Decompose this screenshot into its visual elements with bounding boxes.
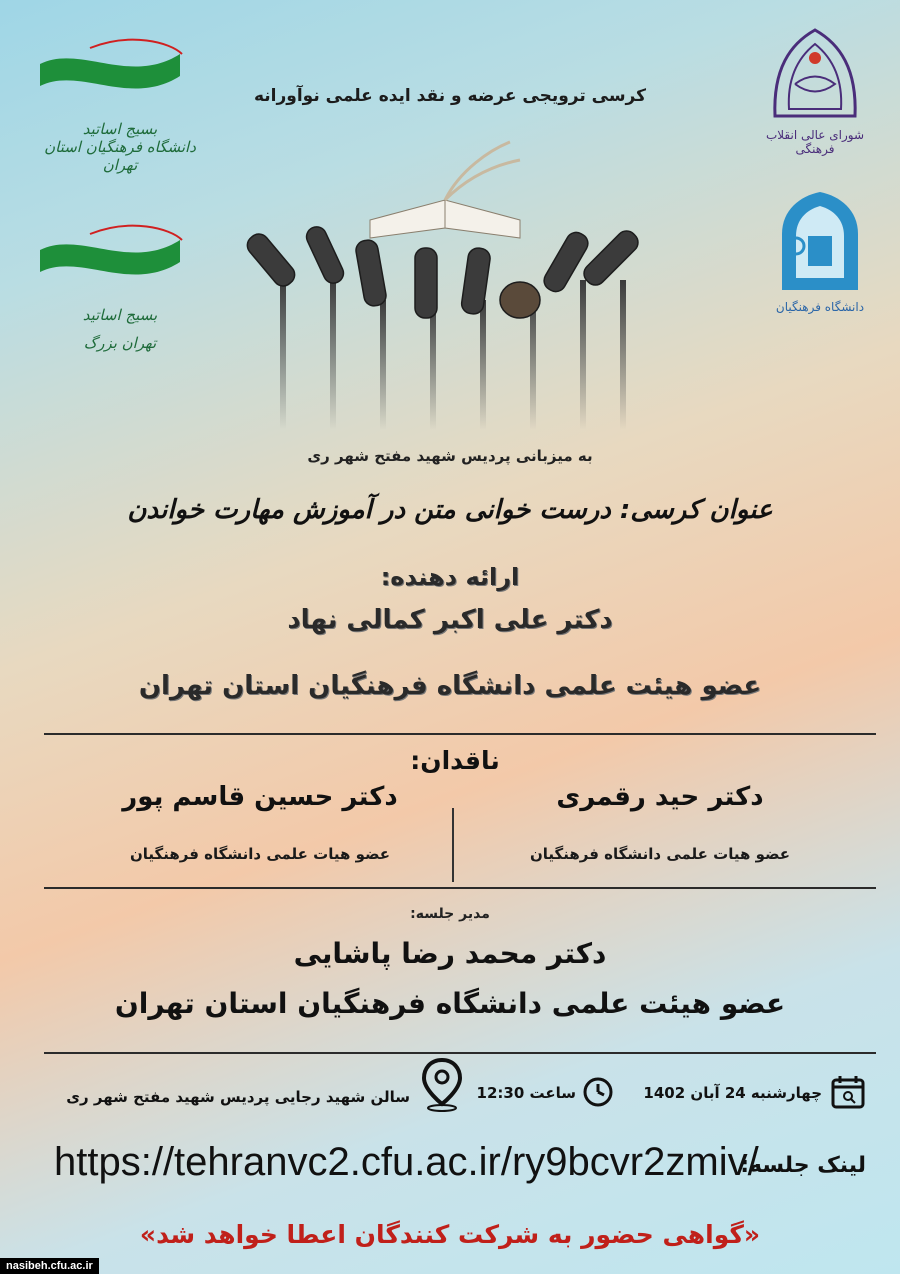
microphones-illustration	[220, 130, 680, 440]
council-emblem-icon	[765, 24, 865, 124]
divider-top	[44, 733, 876, 735]
council-text: شورای عالی انقلاب فرهنگی	[765, 128, 865, 156]
event-time: ساعت 12:30	[476, 1084, 576, 1102]
critics-divider	[452, 808, 454, 882]
clock-icon	[582, 1076, 614, 1112]
certificate-note: «گواهی حضور به شرکت کنندگان اعطا خواهد شد»	[139, 1220, 761, 1249]
critic-left-affiliation: عضو هیات علمی دانشگاه فرهنگیان	[129, 845, 391, 863]
divider-middle	[44, 887, 876, 889]
critic-left-name: دکتر حسین قاسم پور	[122, 782, 398, 812]
presenter-name: دکتر علی اکبر کمالی نهاد	[287, 605, 613, 635]
flag-icon	[30, 222, 200, 302]
divider-bottom	[44, 1052, 876, 1054]
event-location: سالن شهید رجایی پردیس شهید مفتح شهر ری	[66, 1088, 410, 1106]
basij-logo-top	[30, 36, 200, 196]
moderator-label: مدیر جلسه:	[410, 906, 490, 922]
presenter-label: ارائه دهنده:	[380, 563, 520, 591]
session-link[interactable]: https://tehranvc2.cfu.ac.ir/ry9bcvr2zmiv/	[54, 1140, 759, 1184]
microphones-icon	[220, 130, 680, 440]
host-line: به میزبانی پردیس شهید مفتح شهر ری	[307, 447, 593, 465]
watermark: nasibeh.cfu.ac.ir	[0, 1258, 99, 1274]
moderator-name: دکتر محمد رضا پاشایی	[293, 937, 607, 970]
link-label: لینک جلسه:	[740, 1153, 866, 1178]
basij-top-text-2: دانشگاه فرهنگیان استان تهران	[44, 138, 196, 174]
basij-logo-bottom	[30, 222, 200, 392]
moderator-affiliation: عضو هیئت علمی دانشگاه فرهنگیان استان تهران	[114, 987, 786, 1020]
critics-label: ناقدان:	[410, 746, 500, 775]
critic-right-name: دکتر حید رقمری	[556, 782, 764, 812]
farhangian-emblem-icon	[770, 186, 870, 296]
basij-top-text-1: بسیج اساتید	[82, 120, 158, 138]
session-title: عنوان کرسی: درست خوانی متن در آموزش مهارت خواندن	[127, 495, 773, 525]
presenter-affiliation: عضو هیئت علمی دانشگاه فرهنگیان استان تهران	[138, 671, 762, 701]
farhangian-logo	[770, 186, 870, 326]
farhangian-text: دانشگاه فرهنگیان	[775, 300, 865, 314]
basij-bottom-text-1: بسیج اساتید	[82, 306, 158, 324]
event-series-title: کرسی ترویجی عرضه و نقد ایده علمی نوآورانه	[253, 86, 647, 106]
location-pin-icon	[420, 1058, 464, 1116]
basij-bottom-text-2: تهران بزرگ	[83, 334, 157, 352]
event-date: چهارشنبه 24 آبان 1402	[643, 1084, 822, 1102]
calendar-icon	[830, 1074, 866, 1114]
critic-right-affiliation: عضو هیات علمی دانشگاه فرهنگیان	[529, 845, 791, 863]
